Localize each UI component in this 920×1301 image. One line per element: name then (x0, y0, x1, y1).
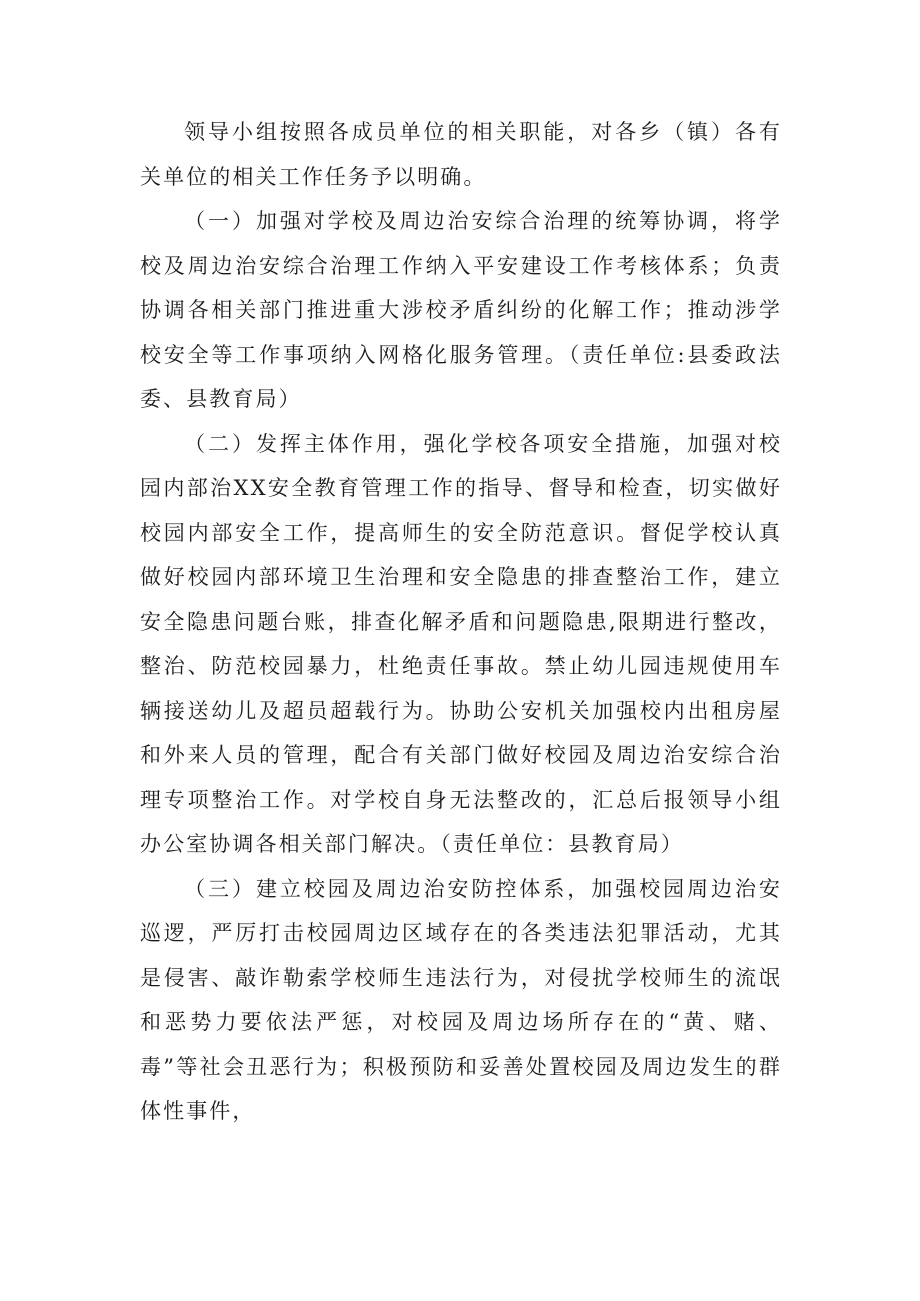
document-body (140, 110, 782, 1134)
section-three-paragraph: （三）建立校园及周边治安防控体系，加强校园周边治安巡逻，严厉打击校园周边区域存在的各类违法犯罪活动，尤其是侵害、敲诈勒索学校师生违法行为，对侵扰学校师生的流氓和恶势力要依法严惩，对校园及周边场所存在的“黄、赌、毒”等社会丑恶行为；积极预防和妥善处置校园及周边发生的群体性事件， (140, 876, 782, 1123)
intro-paragraph: 领导小组按照各成员单位的相关职能，对各乡（镇）各有关单位的相关工作任务予以明确。 (140, 120, 782, 189)
section-two-paragraph: （二）发挥主体作用，强化学校各项安全措施，加强对校园内部治XX安全教育管理工作的指导、督导和检查，切实做好校园内部安全工作，提高师生的安全防范意识。督促学校认真做好校园内部环境卫生治理和安全隐患的排查整治工作，建立安全隐患问题台账，排查化解矛盾和问题隐患,限期进行整改，整治、防范校园暴力，杜绝责任事故。禁止幼儿园违规使用车辆接送幼儿及超员超载行为。协助公安机关加强校内出租房屋和外来人员的管理，配合有关部门做好校园及周边治安综合治理专项整治工作。对学校自身无法整改的，汇总后报领导小组办公室协调各相关部门解决。（责任单位：县教育局） (140, 431, 782, 856)
section-one-paragraph: （一）加强对学校及周边治安综合治理的统筹协调，将学校及周边治安综合治理工作纳入平安建设工作考核体系；负责协调各相关部门推进重大涉校矛盾纠纷的化解工作；推动涉学校安全等工作事项纳入网格化服务管理。（责任单位:县委政法委、县教育局） (140, 209, 782, 411)
